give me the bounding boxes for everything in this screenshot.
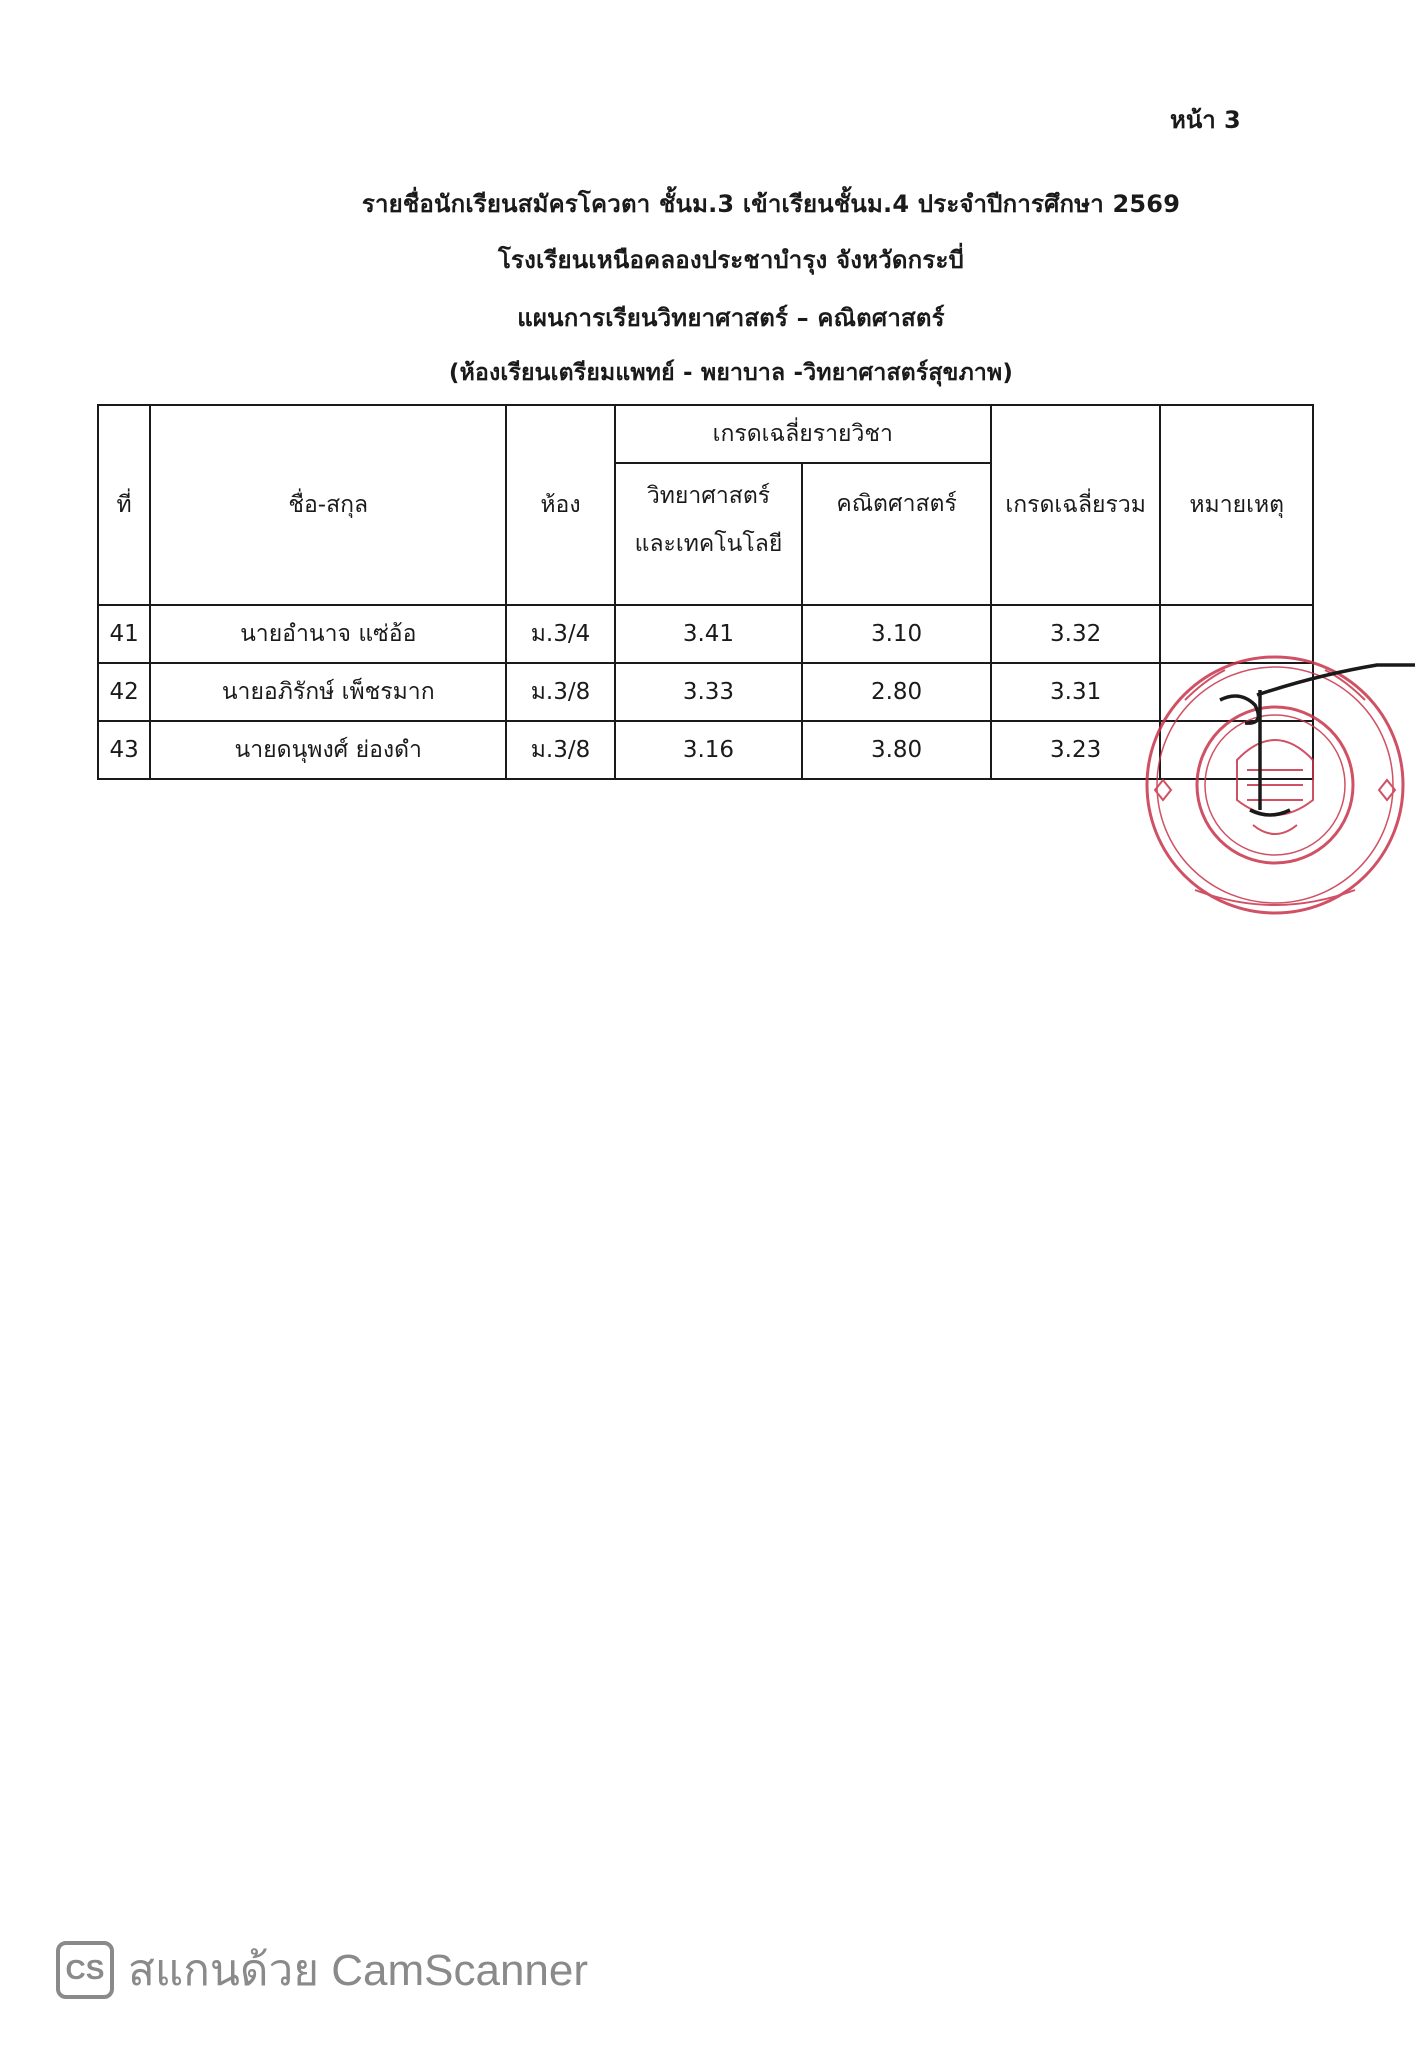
classroom-type: (ห้องเรียนเตรียมแพทย์ - พยาบาล -วิทยาศาสตร์สุขภาพ) [448,360,1014,386]
header-science-line2: และเทคโนโลยี [634,531,783,557]
header-name: ชื่อ-สกุล [150,405,506,605]
cell-math: 3.80 [802,721,991,779]
cell-science: 3.16 [615,721,803,779]
camscanner-logo-icon: CS [56,1941,114,1999]
page-number: หน้า 3 [1170,106,1241,134]
cell-science: 3.33 [615,663,803,721]
header-no: ที่ [98,405,150,605]
cell-name: นายอภิรักษ์ เพ็ชรมาก [150,663,506,721]
school-seal-stamp [1125,640,1415,920]
cell-overall: 3.31 [991,663,1161,721]
cell-name: นายอำนาจ แซ่อ้อ [150,605,506,663]
header-science [615,463,803,605]
school-name: โรงเรียนเหนือคลองประชาบำรุง จังหวัดกระบี่ [497,246,965,274]
cell-no: 42 [98,663,150,721]
header-room: ห้อง [506,405,614,605]
document-title: รายชื่อนักเรียนสมัครโควตา ชั้นม.3 เข้าเรียนชั้นม.4 ประจำปีการศึกษา 2569 [361,190,1181,218]
cell-room: ม.3/4 [506,605,614,663]
cell-name: นายดนุพงศ์ ย่องดำ [150,721,506,779]
study-plan: แผนการเรียนวิทยาศาสตร์ – คณิตศาสตร์ [517,304,945,332]
cell-no: 41 [98,605,150,663]
camscanner-watermark [56,1935,588,2005]
header-remark: หมายเหตุ [1160,405,1313,605]
header-math: คณิตศาสตร์ [802,463,991,605]
cell-math: 2.80 [802,663,991,721]
cell-overall: 3.32 [991,605,1161,663]
cell-science: 3.41 [615,605,803,663]
header-science-line1: วิทยาศาสตร์ [646,483,771,509]
header-overall: เกรดเฉลี่ยรวม [991,405,1161,605]
cell-math: 3.10 [802,605,991,663]
header-subject-group: เกรดเฉลี่ยรายวิชา [615,405,991,463]
cell-overall: 3.23 [991,721,1161,779]
cell-no: 43 [98,721,150,779]
cell-room: ม.3/8 [506,721,614,779]
cell-room: ม.3/8 [506,663,614,721]
camscanner-text: สแกนด้วย CamScanner [128,1946,589,1995]
